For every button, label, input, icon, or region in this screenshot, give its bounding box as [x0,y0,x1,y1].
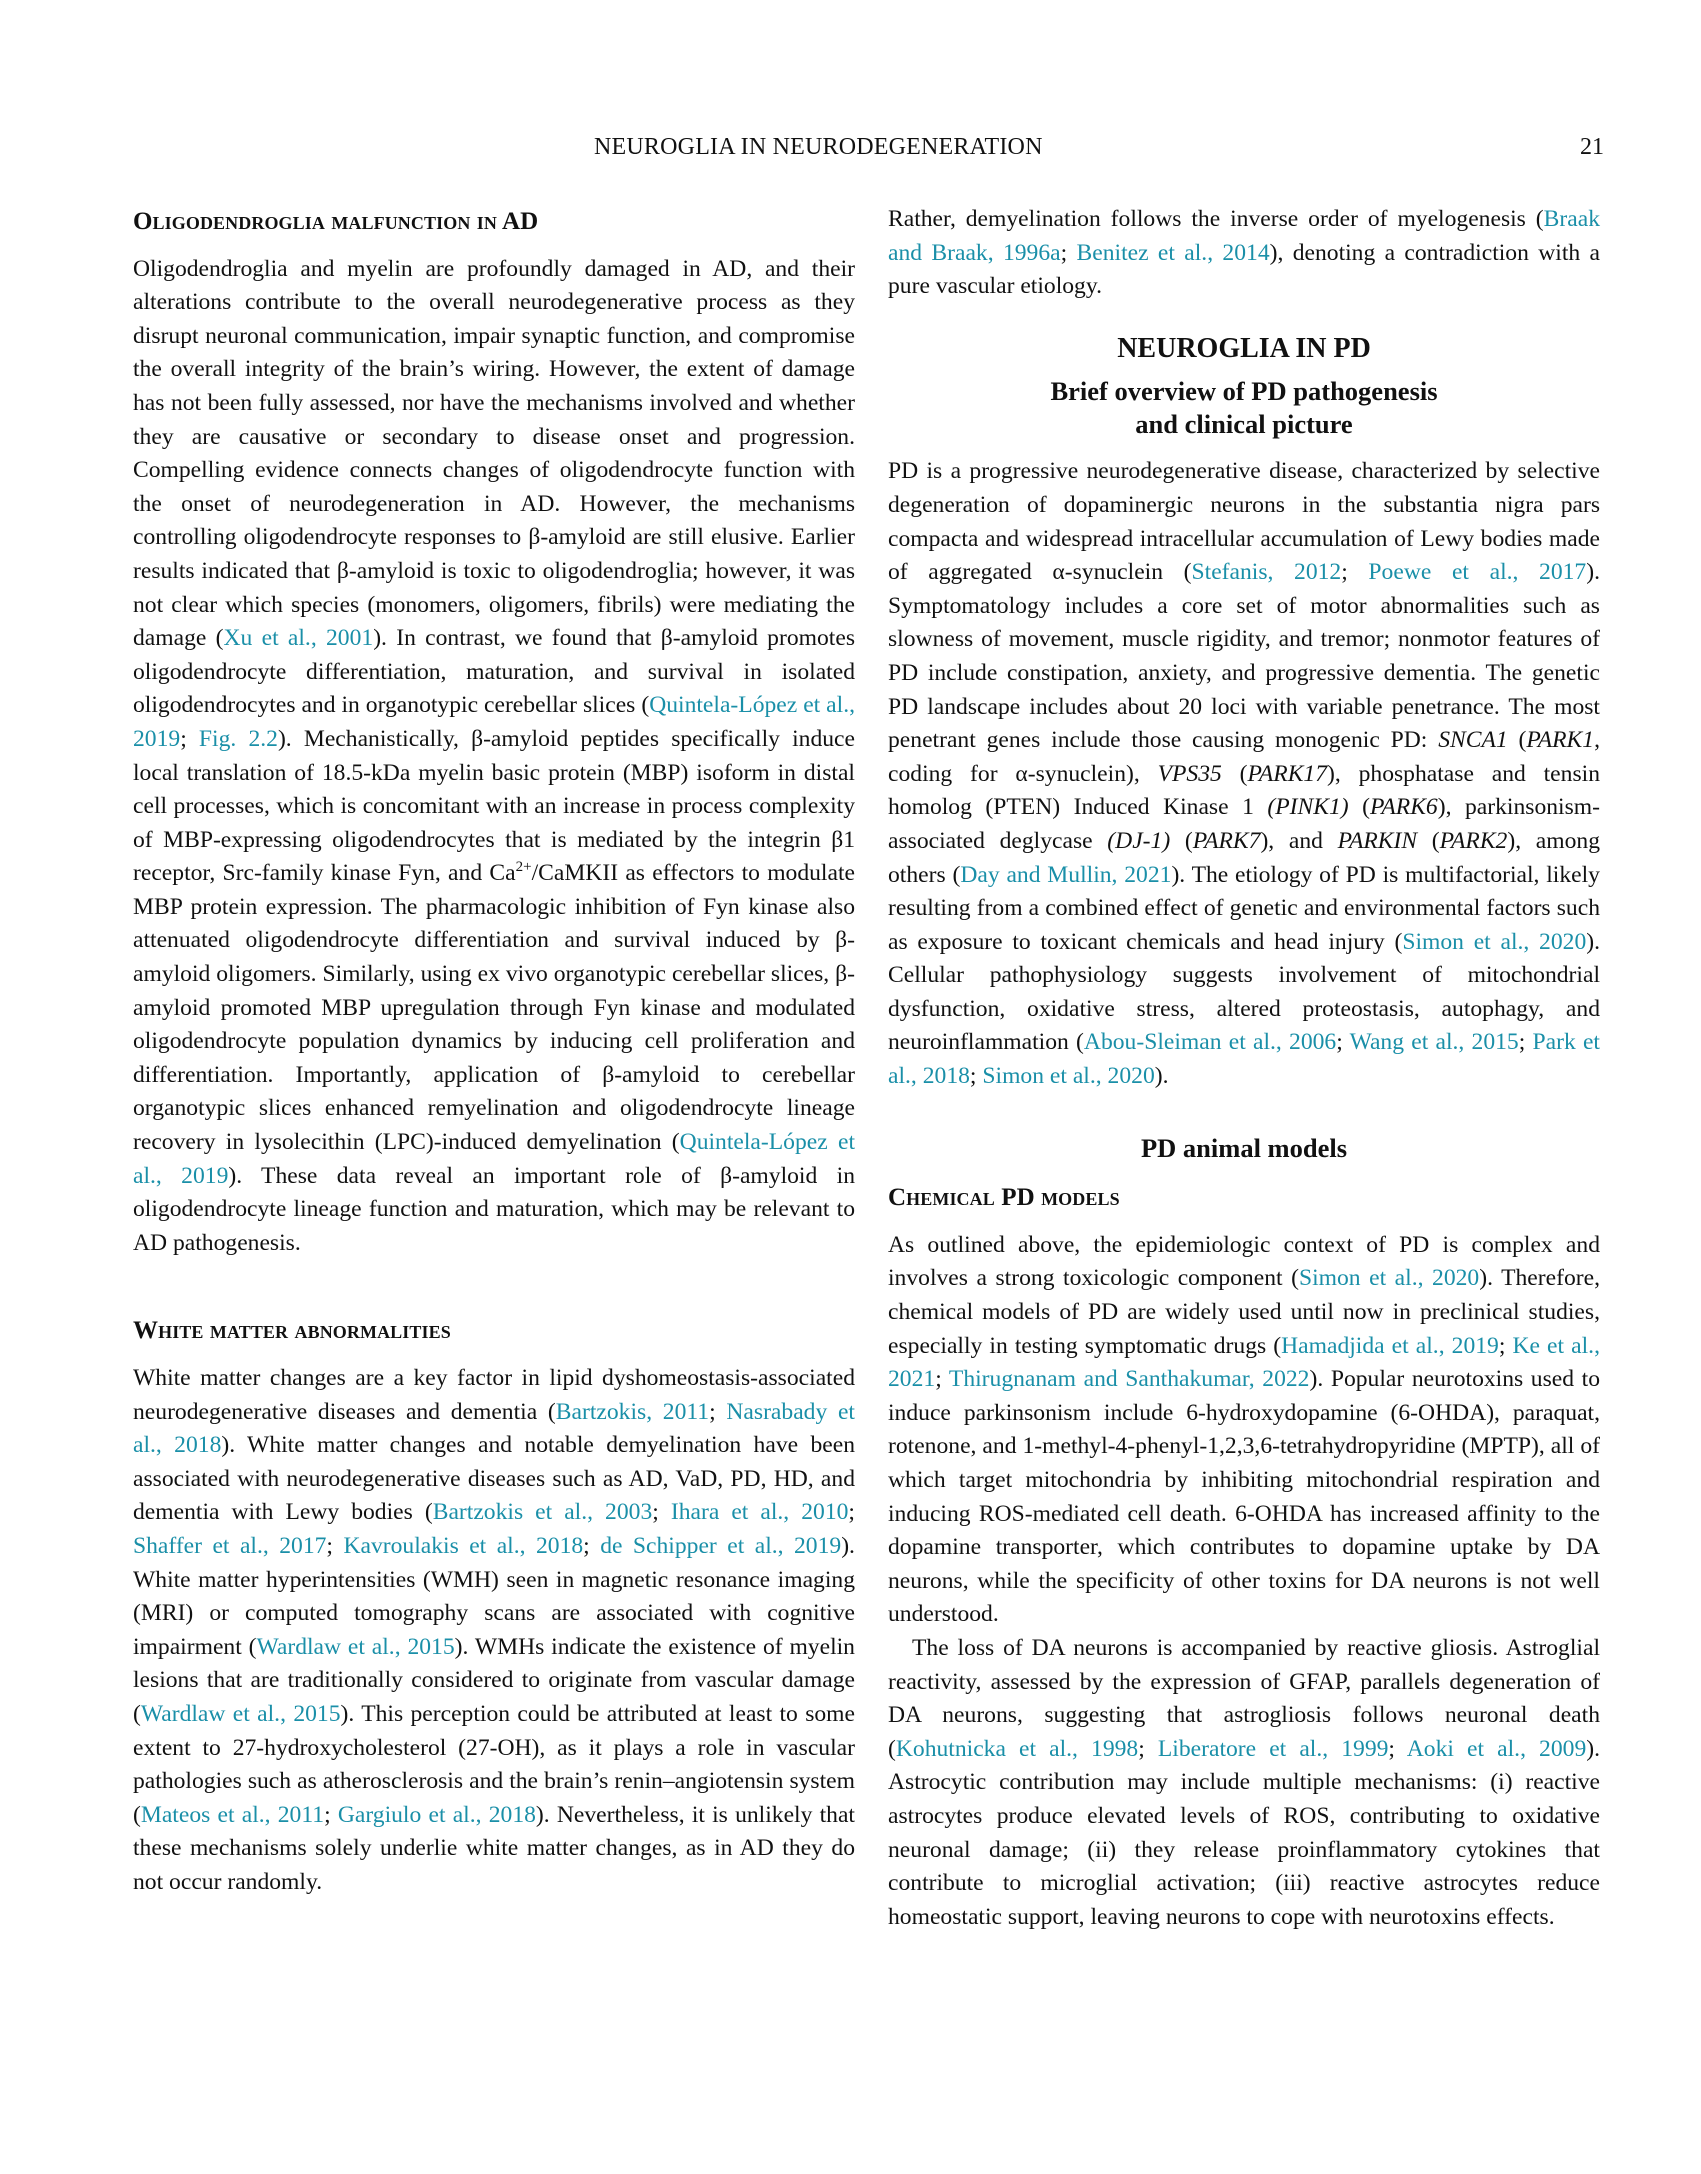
citation-link[interactable]: Simon et al., 2020 [1402,928,1587,955]
citation-link[interactable]: Wang et al., 2015 [1349,1029,1519,1056]
paragraph-white-matter: White matter changes are a key factor in lipid dyshomeostasis-associated neurodegenerative diseases and dementia (Bartzokis, 2011; Nasrabady et al., 2018). White matter changes and notable demyelination have been associated with neurodegenerative diseases such as AD, VaD, PD, HD, and dementia with Lewy bodies (Bartzokis et al., 2003; Ihara et al., 2010; Shaffer et al., 2017; Kavroulakis et al., 2018; de Schipper et al., 2019). White matter hyperintensities (WMH) seen in magnetic resonance imaging (MRI) or computed tomography scans are associated with cognitive impairment (Wardlaw et al., 2015). WMHs indicate the existence of myelin lesions that are traditionally considered to originate from vascular damage (Wardlaw et al., 2015). This perception could be attributed at least to some extent to 27-hydroxycholesterol (27-OH), as it plays a role in vascular pathologies such as atherosclerosis and the brain’s renin–angiotensin system (Mateos et al., 2011; Gargiulo et al., 2018). Nevertheless, it is unlikely that these mechanisms solely underlie white matter changes, as in AD they do not occur randomly. [133,1365,855,1895]
paragraph-oligodendroglia: Oligodendroglia and myelin are profoundly damaged in AD, and their alterations contribute to the overall neurodegenerative process as they disrupt neuronal communication, impair synaptic function, and compromise the overall integrity of the brain’s wiring. However, the extent of damage has not been fully assessed, nor have the mechanisms involved and whether they are causative or secondary to disease onset and progression. Compelling evidence connects changes of oligodendrocyte function with the onset of neurodegeneration in AD. However, the mechanisms controlling oligodendrocyte responses to β-amyloid are still elusive. Earlier results indicated that β-amyloid is toxic to oligodendroglia; however, it was not clear which species (monomers, oligomers, fibrils) were mediating the damage (Xu et al., 2001). In contrast, we found that β-amyloid promotes oligodendrocyte differentiation, maturation, and survival in isolated oligodendrocytes and in organotypic cerebellar slices (Quintela-López et al., 2019; Fig. 2.2). Mechanistically, β-amyloid peptides specifically induce local translation of 18.5-kDa myelin basic protein (MBP) isoform in distal cell processes, which is concomitant with an increase in process complexity of MBP-expressing oligodendrocytes that is mediated by the integrin β1 receptor, Src-family kinase Fyn, and $Ca^{2+}$/CaMKII as effectors to modulate MBP protein expression. The pharmacologic inhibition of Fyn kinase also attenuated oligodendrocyte differentiation and survival induced by β-amyloid oligomers. Similarly, using ex vivo organotypic cerebellar slices, β-amyloid promoted MBP upregulation through Fyn kinase and modulated oligodendrocyte population dynamics by inducing cell proliferation and differentiation. Importantly, application of β-amyloid to cerebellar organotypic slices enhanced remyelination and oligodendrocyte lineage recovery in lysolecithin (LPC)-induced demyelination (Quintela-López et al., 2019). These data reveal an important role of β-amyloid in oligodendrocyte lineage function and maturation, which may be relevant to AD pathogenesis. [133,255,856,1256]
gene-name: PARKIN [1337,827,1418,854]
citation-link[interactable]: Day and Mullin, 2021 [960,861,1172,888]
gene-name: SNCA1 [1438,727,1508,754]
gene-name: (PINK1) [1267,794,1349,821]
subsection-title-line-2: and clinical picture [1135,409,1353,440]
paragraph-chemical-models-2: The loss of DA neurons is accompanied by reactive gliosis. Astroglial reactivity, assessed by the expression of GFAP, parallels degeneration of DA neurons, suggesting that astrogliosis follows neuronal death (Kohutnicka et al., 1998; Liberatore et al., 1999; Aoki et al., 2009). Astrocytic contribution may include multiple mechanisms: (i) reactive astrocytes produce elevated levels of ROS, contributing to oxidative neuronal damage; (ii) they release proinflammatory cytokines that contribute to microglial activation; (iii) reactive astrocytes reduce homeostatic support, leaving neurons to cope with neurotoxins effects. [888,1634,1601,1930]
citation-link[interactable]: Ihara et al., 2010 [670,1499,849,1526]
paragraph-chemical-models-1: As outlined above, the epidemiologic context of PD is complex and involves a strong toxicologic component (Simon et al., 2020). Therefore, chemical models of PD are widely used until now in preclinical studies, especially in testing symptomatic drugs (Hamadjida et al., 2019; Ke et al., 2021; Thirugnanam and Santhakumar, 2022). Popular neurotoxins used to induce parkinsonism include 6-hydroxydopamine (6-OHDA), paraquat, rotenone, and 1-methyl-4-phenyl-1,2,3,6-tetrahydropyridine (MPTP), all of which target mitochondria by inhibiting mitochondrial respiration and inducing ROS-mediated cell death. 6-OHDA has increased affinity to the dopamine transporter, which contributes to dopamine uptake by DA neurons, while the specificity of other toxins for DA neurons is not well understood. [888,1231,1600,1628]
citation-link[interactable]: Nasrabady et al., 2018 [133,1398,855,1459]
running-title: NEUROGLIA IN NEURODEGENERATION [594,134,1043,160]
section-gap [133,1260,855,1314]
right-column [888,203,1600,1934]
gene-name: PARK7 [1192,827,1261,854]
citation-link[interactable]: Thirugnanam and Santhakumar, 2022 [948,1366,1310,1393]
gene-name: (DJ-1) [1107,827,1171,854]
citation-link[interactable]: Wardlaw et al., 2015 [140,1700,341,1727]
citation-link[interactable]: Stefanis, 2012 [1191,559,1342,586]
citation-link[interactable]: Gargiulo et al., 2018 [337,1801,536,1828]
citation-link[interactable]: Fig. 2.2 [198,725,278,752]
subsection-title-animal-models: PD animal models [1140,1132,1348,1163]
section-heading-oligodendroglia: Oligodendroglia malfunction in AD [133,208,539,235]
left-column [133,205,855,1900]
citation-link[interactable]: Ke et al., 2021 [888,1332,1600,1393]
page-number: 21 [1580,134,1604,160]
citation-link[interactable]: Kavroulakis et al., 2018 [343,1532,584,1559]
citation-link[interactable]: Poewe et al., 2017 [1368,559,1587,586]
citation-link[interactable]: Quintela-López et al., 2019 [133,692,856,752]
gene-name: PARK2 [1439,827,1508,854]
running-head [0,134,1701,174]
section-heading-white-matter: White matter abnormalities [133,1317,451,1345]
citation-link[interactable]: Bartzokis, 2011 [555,1398,710,1425]
citation-link[interactable]: Simon et al., 2020 [982,1063,1155,1090]
subsection-title-line-1: Brief overview of PD pathogenesis [1050,376,1438,407]
subsection-title-pd-overview [888,375,1600,441]
citation-link[interactable]: Simon et al., 2020 [1298,1265,1480,1292]
paragraph-pd-overview: PD is a progressive neurodegenerative disease, characterized by selective degeneration of dopaminergic neurons in the substantia nigra pars compacta and widespread intracellular accumulation of Lewy bodies made of aggregated α-synuclein (Stefanis, 2012; Poewe et al., 2017). Symptomatology includes a core set of motor abnormalities such as slowness of movement, muscle rigidity, and tremor; nonmotor features of PD include constipation, anxiety, and progressive dementia. The genetic PD landscape includes about 20 loci with variable penetrance. The most penetrant genes include those causing monogenic PD: SNCA1 (PARK1, coding for α-synuclein), VPS35 (PARK17), phosphatase and tensin homolog (PTEN) Induced Kinase 1 (PINK1) (PARK6), parkinsonism-associated deglycase (DJ-1) (PARK7), and PARKIN (PARK2), among others (Day and Mullin, 2021). The etiology of PD is multifactorial, likely resulting from a combined effect of genetic and environmental factors such as exposure to toxicant chemicals and head injury (Simon et al., 2020). Cellular pathophysiology suggests involvement of mitochondrial dysfunction, oxidative stress, altered proteostasis, autophagy, and neuroinflammation (Abou-Sleiman et al., 2006; Wang et al., 2015; Park et al., 2018; Simon et al., 2020). [888,458,1601,1090]
section-title-neuroglia-in-pd: NEUROGLIA IN PD [1117,332,1371,364]
citation-link[interactable]: Braak and Braak, 1996a [888,206,1600,266]
citation-link[interactable]: Xu et al., 2001 [223,625,374,652]
citation-link[interactable]: Wardlaw et al., 2015 [256,1633,455,1660]
citation-link[interactable]: Hamadjida et al., 2019 [1281,1332,1499,1359]
citation-link[interactable]: Park et al., 2018 [888,1029,1600,1090]
gene-name: PARK1 [1526,727,1595,754]
citation-link[interactable]: Kohutnicka et al., 1998 [895,1735,1139,1762]
citation-link[interactable]: de Schipper et al., 2019 [600,1532,842,1559]
citation-link[interactable]: Mateos et al., 2011 [140,1801,325,1828]
section-heading-chemical-models: Chemical PD models [888,1184,1120,1212]
gene-name: PARK17 [1247,760,1328,787]
citation-link[interactable]: Liberatore et al., 1999 [1157,1735,1389,1762]
citation-link[interactable]: Benitez et al., 2014 [1076,239,1270,266]
citation-link[interactable]: Bartzokis et al., 2003 [432,1499,653,1526]
gene-name: PARK6 [1370,794,1438,821]
citation-link[interactable]: Quintela-López et al., 2019 [133,1129,855,1189]
paragraph-continuation: Rather, demyelination follows the inverse order of myelogenesis (Braak and Braak, 1996a; Benitez et al., 2014), denoting a contradiction with a pure vascular etiology. [888,206,1600,300]
citation-link[interactable]: Shaffer et al., 2017 [133,1532,327,1559]
citation-link[interactable]: Aoki et al., 2009 [1406,1735,1587,1762]
superscript: 2+ [515,859,532,876]
citation-link[interactable]: Abou-Sleiman et al., 2006 [1083,1029,1337,1056]
gene-name: VPS35 [1157,760,1222,787]
